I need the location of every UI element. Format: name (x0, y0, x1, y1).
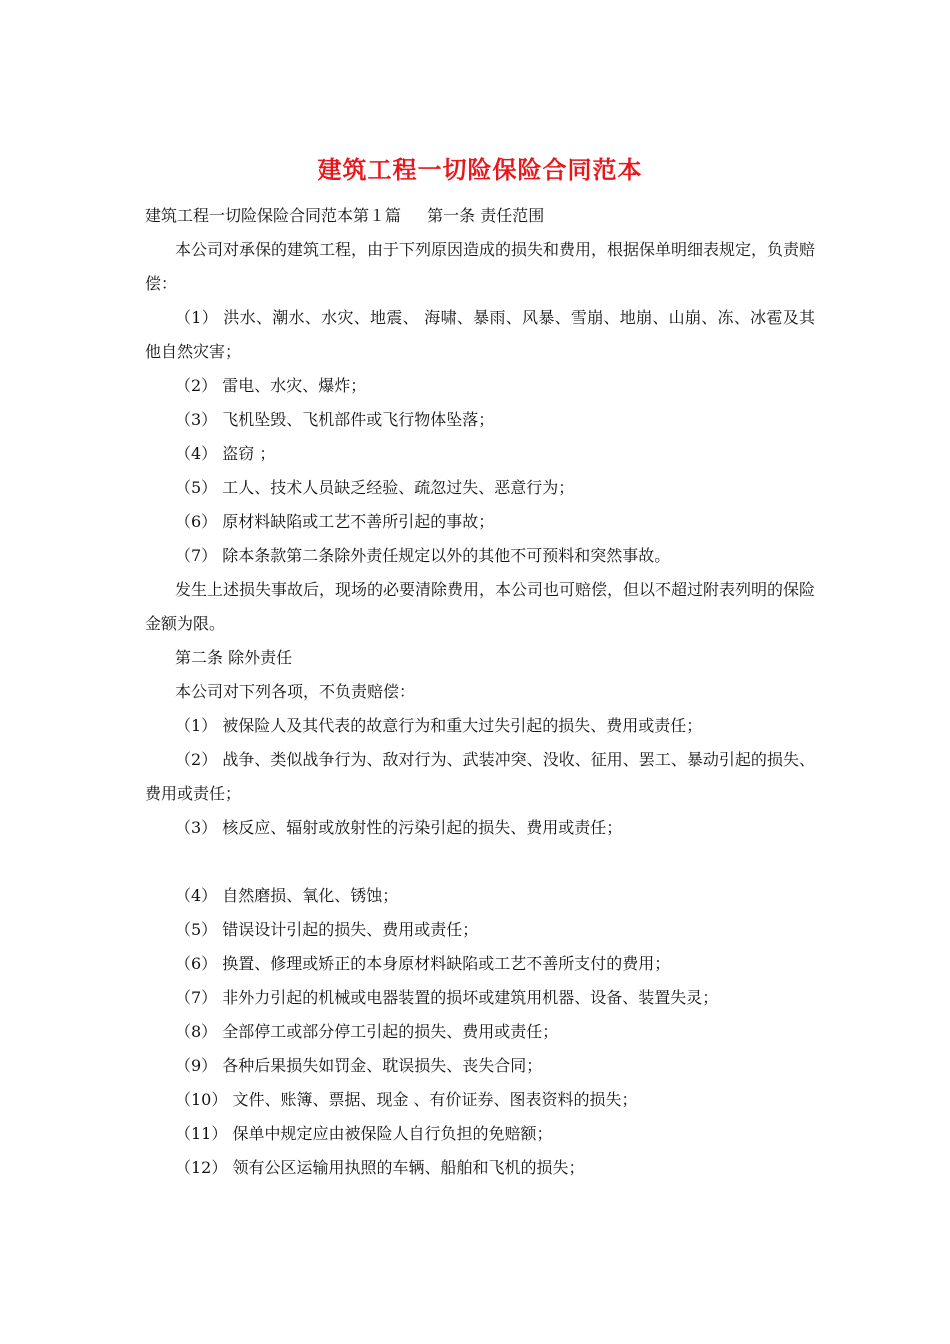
list-item: （7） 除本条款第二条除外责任规定以外的其他不可预料和突然事故。 (175, 546, 671, 565)
list-item: （3） 核反应、辐射或放射性的污染引起的损失、费用或责任； (175, 818, 623, 837)
paragraph-cleanup-costs: 发生上述损失事故后，现场的必要清除费用，本公司也可赔偿，但以不超过附表列明的保险金额为限。 (145, 580, 816, 633)
intro-line: 建筑工程一切险保险合同范本第１篇 第一条 责任范围 (145, 206, 545, 225)
list-item: （4） 盗窃 ； (175, 444, 276, 463)
list-item: （2） 雷电、水灾、爆炸； (175, 376, 367, 395)
document-page (145, 150, 815, 1185)
document-title: 建筑工程一切险保险合同范本 (317, 156, 643, 184)
list-item: （2） 战争、类似战争行为、敌对行为、武装冲突、没收、征用、罢工、暴动引起的损失、费用或责任； (145, 750, 815, 803)
list-item: （6） 换置、修理或矫正的本身原材料缺陷或工艺不善所支付的费用； (175, 954, 671, 973)
list-item: （12） 领有公区运输用执照的车辆、船舶和飞机的损失； (175, 1158, 585, 1177)
list-item: （8） 全部停工或部分停工引起的损失、费用或责任； (175, 1022, 559, 1041)
paragraph-liability-scope: 本公司对承保的建筑工程，由于下列原因造成的损失和费用，根据保单明细表规定，负责赔偿： (145, 240, 816, 293)
list-item: （11） 保单中规定应由被保险人自行负担的免赔额； (175, 1124, 553, 1143)
list-item: （10） 文件、账簿、票据、现金 、有价证券、图表资料的损失； (175, 1090, 638, 1109)
section-heading-exclusions: 第二条 除外责任 (175, 648, 293, 667)
list-item: （4） 自然磨损、氧化、锈蚀； (175, 886, 399, 905)
list-item: （7） 非外力引起的机械或电器装置的损坏或建筑用机器、设备、装置失灵； (175, 988, 719, 1007)
blank-gap (145, 845, 815, 879)
list-item: （3） 飞机坠毁、飞机部件或飞行物体坠落； (175, 410, 495, 429)
paragraph-exclusions-intro: 本公司对下列各项，不负责赔偿： (175, 682, 416, 701)
list-item: （9） 各种后果损失如罚金、耽误损失、丧失合同； (175, 1056, 543, 1075)
list-item: （1） 洪水、潮水、水灾、地震、 海啸、暴雨、风暴、雪崩、地崩、山崩、冻、冰雹及其他自然灾害； (145, 308, 815, 361)
list-item: （5） 工人、技术人员缺乏经验、疏忽过失、恶意行为； (175, 478, 575, 497)
list-item: （1） 被保险人及其代表的故意行为和重大过失引起的损失、费用或责任； (175, 716, 703, 735)
list-item: （6） 原材料缺陷或工艺不善所引起的事故； (175, 512, 495, 531)
list-item: （5） 错误设计引起的损失、费用或责任； (175, 920, 479, 939)
